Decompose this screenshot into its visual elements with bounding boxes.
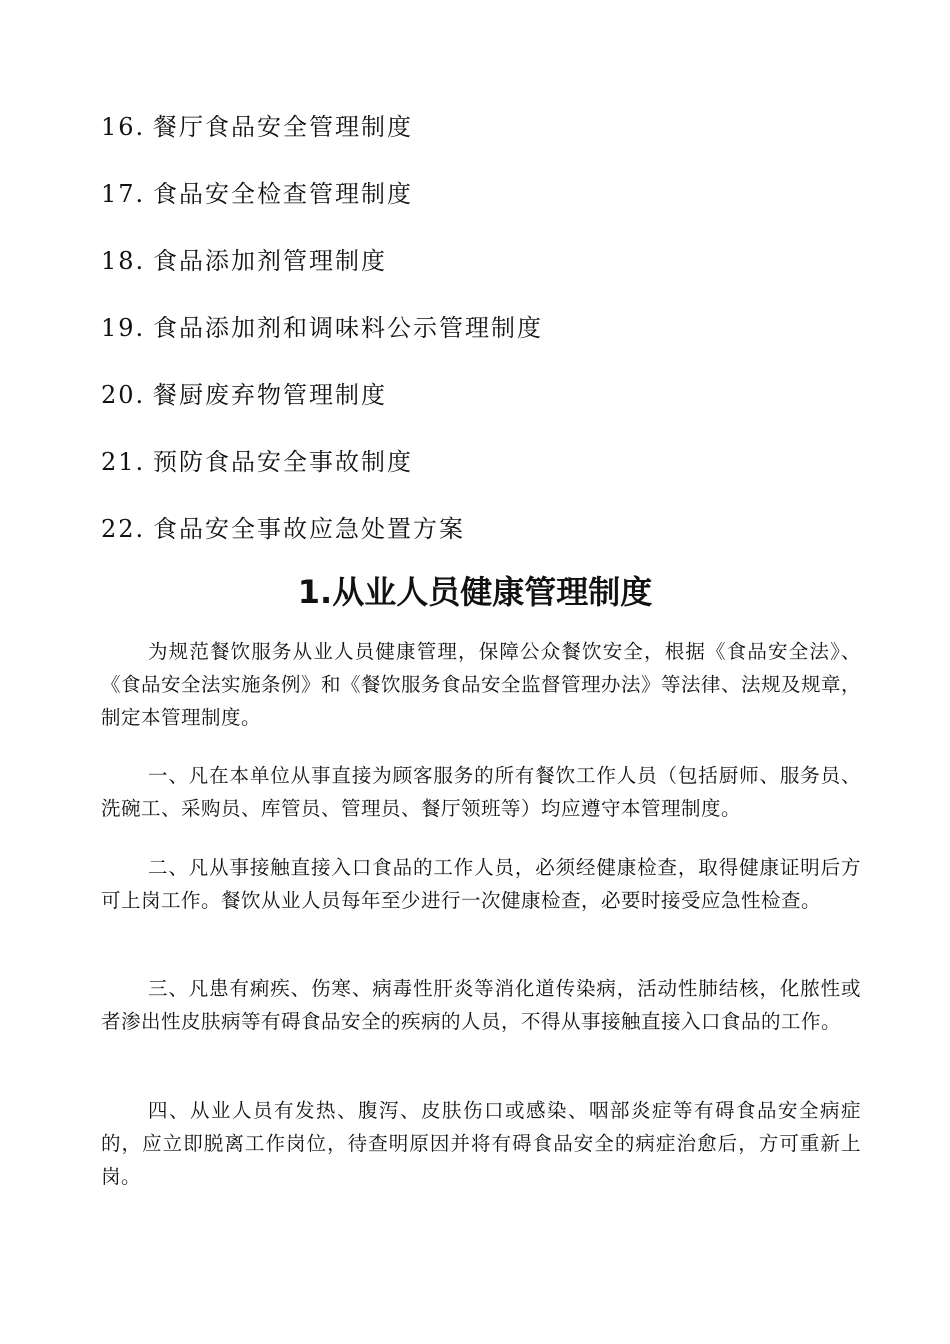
toc-item-number: 22. [101,515,146,543]
toc-item-number: 16. [101,113,146,141]
toc-item [101,512,465,546]
toc-item [101,177,413,211]
toc-item-number: 20. [101,381,146,409]
section-title: 1.从业人员健康管理制度 [297,573,653,611]
toc-item-number: 18. [101,247,146,275]
paragraph: 一、凡在本单位从事直接为顾客服务的所有餐饮工作人员（包括厨师、服务员、洗碗工、采购员、库管员、管理员、餐厅领班等）均应遵守本管理制度。 [101,764,861,820]
toc-item [101,445,413,479]
paragraph: 二、凡从事接触直接入口食品的工作人员，必须经健康检查，取得健康证明后方可上岗工作。餐饮从业人员每年至少进行一次健康检查，必要时接受应急性检查。 [101,856,861,912]
toc-item-number: 21. [101,448,146,476]
toc-item-text: 食品添加剂和调味料公示管理制度 [153,314,543,342]
toc-item [101,244,387,278]
toc-item-text: 食品安全检查管理制度 [153,180,413,208]
toc-item-number: 19. [101,314,146,342]
toc-item-text: 食品添加剂管理制度 [153,247,387,275]
toc-item [101,110,413,144]
toc-item-text: 预防食品安全事故制度 [153,448,413,476]
paragraph: 三、凡患有痢疾、伤寒、病毒性肝炎等消化道传染病，活动性肺结核，化脓性或者渗出性皮肤病等有碍食品安全的疾病的人员，不得从事接触直接入口食品的工作。 [101,977,861,1033]
toc-item [101,311,543,345]
toc-item [101,378,387,412]
toc-item-text: 餐厨废弃物管理制度 [153,381,387,409]
toc-item-number: 17. [101,180,146,208]
paragraph: 为规范餐饮服务从业人员健康管理，保障公众餐饮安全，根据《食品安全法》、《食品安全法实施条例》和《餐饮服务食品安全监督管理办法》等法律、法规及规章，制定本管理制度。 [101,640,862,729]
toc-item-text: 餐厅食品安全管理制度 [153,113,413,141]
paragraph: 四、从业人员有发热、腹泻、皮肤伤口或感染、咽部炎症等有碍食品安全病症的，应立即脱离工作岗位，待查明原因并将有碍食品安全的病症治愈后，方可重新上岗。 [101,1099,861,1188]
toc-item-text: 食品安全事故应急处置方案 [153,515,465,543]
